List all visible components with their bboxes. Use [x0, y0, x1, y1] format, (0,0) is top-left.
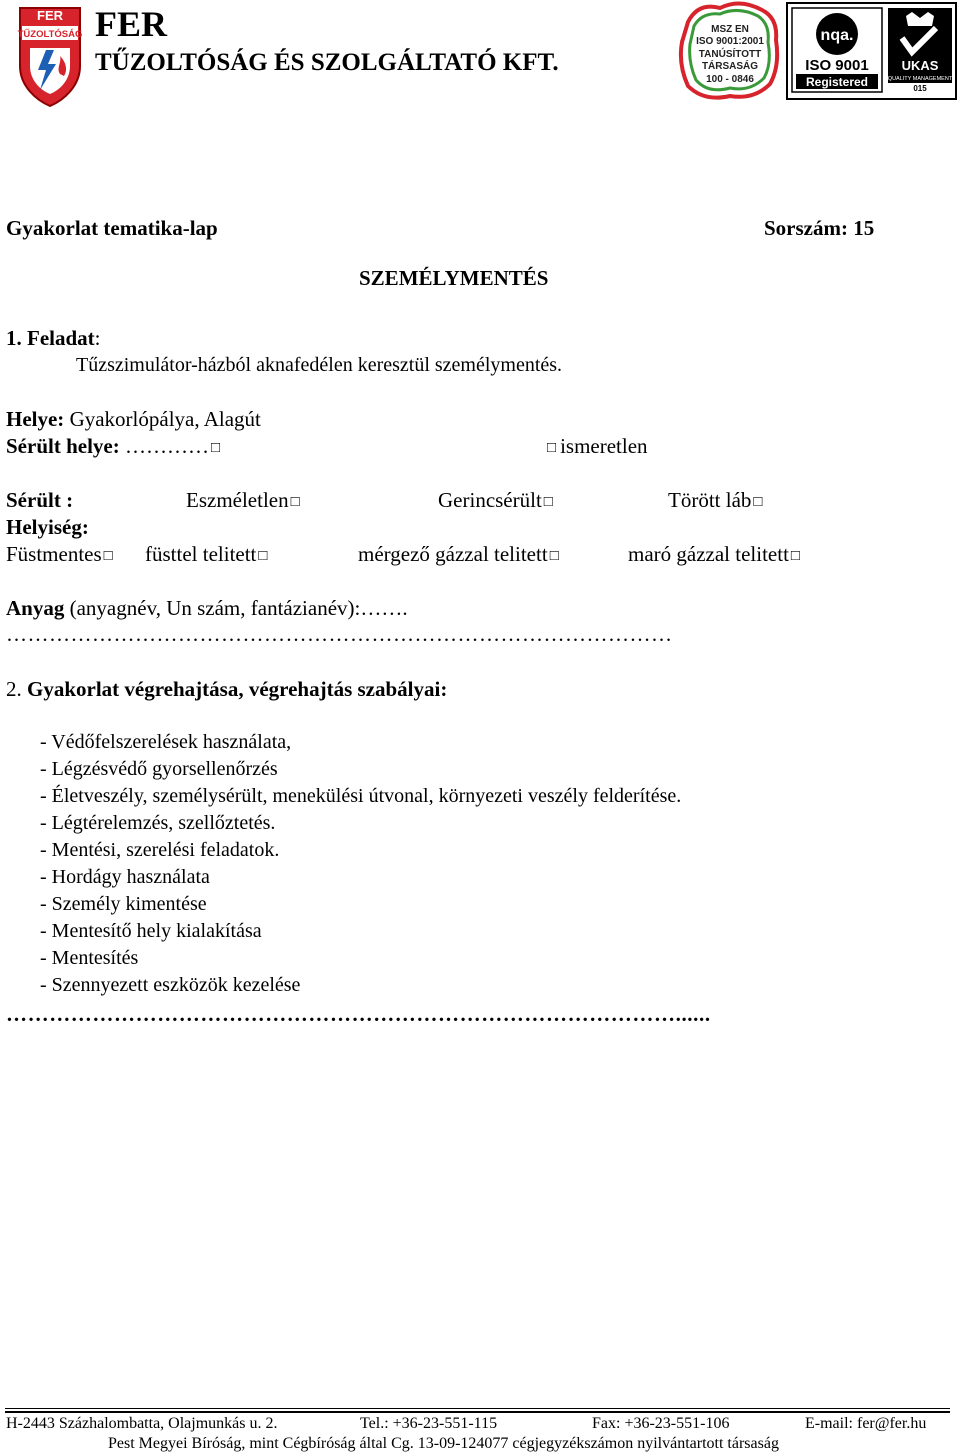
svg-text:ISO 9001:2001: ISO 9001:2001 [696, 36, 764, 47]
nqa-ukas-certification-logo [786, 2, 957, 100]
execution-heading: 2. Gyakorlat végrehajtása, végrehajtás szabályai: [6, 677, 448, 701]
location-line [6, 407, 261, 431]
svg-text:TŰZOLTÓSÁG: TŰZOLTÓSÁG [17, 29, 83, 40]
material-label: Anyag [6, 596, 65, 620]
exec-item: - Személy kimentése [40, 893, 207, 915]
exec-item: - Mentesítés [40, 947, 139, 969]
closing-dotted-line: …………………………………………………………………………………...... [6, 1002, 711, 1026]
svg-text:UKAS: UKAS [901, 58, 939, 73]
material-line [6, 596, 408, 620]
injured-place-line [6, 434, 220, 461]
exec-item: - Mentési, szerelési feladatok. [40, 839, 280, 861]
task-heading: 1. Feladat: [6, 326, 101, 350]
svg-text:TANÚSÍTOTT: TANÚSÍTOTT [698, 49, 762, 60]
exec-item: - Légtérelemzés, szellőztetés. [40, 812, 276, 834]
footer-email[interactable]: E-mail: fer@fer.hu [805, 1415, 927, 1432]
room-label: Helyiség: [6, 515, 89, 539]
spinal-injury-checkbox[interactable]: Gerincsérült □ [438, 488, 553, 515]
corrosive-gas-checkbox[interactable]: maró gázzal telitett □ [628, 542, 800, 569]
sheet-title: Gyakorlat tematika-lap [6, 216, 218, 240]
footer-phone: Tel.: +36-23-551-115 [360, 1415, 498, 1432]
main-title: SZEMÉLYMENTÉS [359, 266, 549, 290]
svg-text:QUALITY MANAGEMENT: QUALITY MANAGEMENT [887, 76, 953, 82]
company-name: FER [95, 4, 167, 44]
footer-registry: Pest Megyei Bíróság, mint Cégbíróság által Cg. 13-09-124077 cégjegyzékszámon nyilvántartott társaság [108, 1435, 779, 1452]
footer-address: H-2443 Százhalombatta, Olajmunkás u. 2. [6, 1415, 278, 1432]
material-hint: (anyagnév, Un szám, fantázianév):……. [64, 596, 408, 620]
svg-text:ISO 9001: ISO 9001 [805, 57, 869, 74]
broken-leg-checkbox[interactable]: Törött láb □ [668, 488, 762, 515]
unconscious-checkbox[interactable]: Eszméletlen □ [186, 488, 300, 515]
svg-text:100 - 0846: 100 - 0846 [706, 74, 754, 85]
exec-item: - Hordágy használata [40, 866, 210, 888]
iso-certified-company-badge [678, 0, 781, 102]
footer-rule [5, 1411, 950, 1413]
injured-place-checkbox[interactable]: ………… □ [120, 434, 220, 458]
unknown-option-checkbox[interactable]: □ ismeretlen [547, 434, 648, 461]
svg-text:MSZ EN: MSZ EN [711, 24, 749, 35]
injured-place-label: Sérült helye: [6, 434, 120, 458]
footer-fax: Fax: +36-23-551-106 [592, 1415, 730, 1432]
svg-text:nqa.: nqa. [820, 27, 854, 44]
location-label: Helye: [6, 407, 65, 431]
exec-item: - Légzésvédő gyorsellenőrzés [40, 758, 278, 780]
svg-text:TÁRSASÁG: TÁRSASÁG [701, 61, 759, 72]
smoke-filled-checkbox[interactable]: füsttel telitett □ [145, 542, 267, 569]
svg-text:Registered: Registered [805, 75, 869, 89]
exec-item: - Mentesítő hely kialakítása [40, 920, 262, 942]
exec-item: - Védőfelszerelések használata, [40, 731, 292, 753]
location-value: Gyakorlópálya, Alagút [64, 407, 261, 431]
task-text: Tűzszimulátor-házból aknafedélen keresztül személymentés. [76, 354, 563, 376]
smoke-free-checkbox[interactable]: Füstmentes □ [6, 542, 113, 569]
company-full-name: TŰZOLTÓSÁG ÉS SZOLGÁLTATÓ KFT. [95, 49, 559, 76]
exec-item: - Életveszély, személysérült, menekülési útvonal, környezeti veszély felderítése. [40, 785, 682, 807]
injured-label: Sérült : [6, 488, 74, 512]
fire-department-shield-logo [16, 4, 84, 108]
svg-text:FER: FER [37, 8, 63, 23]
material-fill-line[interactable]: ………………………………………………………………………………… [6, 622, 673, 646]
exec-item: - Szennyezett eszközök kezelése [40, 974, 301, 996]
serial-number: Sorszám: 15 [764, 216, 875, 240]
footer-rule [5, 1408, 950, 1409]
toxic-gas-checkbox[interactable]: mérgező gázzal telitett □ [358, 542, 559, 569]
svg-text:015: 015 [913, 84, 927, 93]
